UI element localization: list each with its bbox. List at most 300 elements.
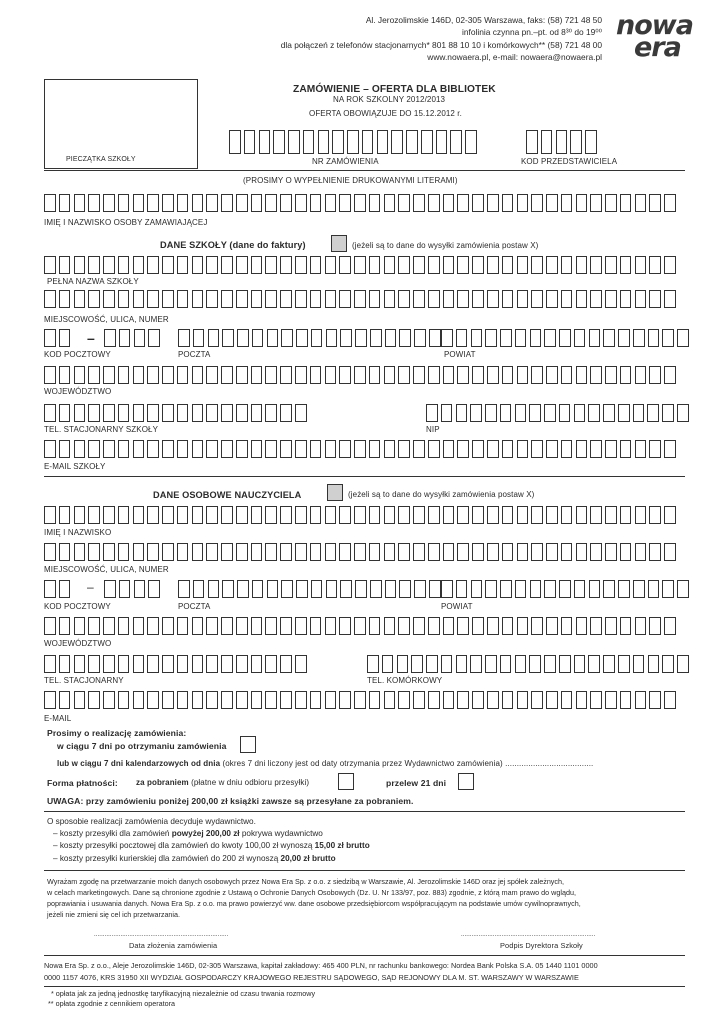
- letter-cell[interactable]: [370, 580, 382, 598]
- realization-date-rest[interactable]: (okres 7 dni liczony jest od daty otrzymania przez Wydawnictwo zamówienia) ......................................: [222, 759, 594, 768]
- letter-cell[interactable]: [310, 691, 322, 709]
- letter-cell[interactable]: [487, 440, 499, 458]
- letter-cell[interactable]: [44, 404, 56, 422]
- letter-cell[interactable]: [295, 194, 307, 212]
- letter-cell[interactable]: [457, 440, 469, 458]
- letter-cell[interactable]: [485, 580, 497, 598]
- letter-cell[interactable]: [325, 440, 337, 458]
- letter-cell[interactable]: [590, 617, 602, 635]
- letter-cell[interactable]: [443, 194, 455, 212]
- letter-cell[interactable]: [192, 440, 204, 458]
- letter-cell[interactable]: [88, 506, 100, 524]
- letter-cell[interactable]: [339, 194, 351, 212]
- letter-cell[interactable]: [487, 194, 499, 212]
- letter-cell[interactable]: [605, 256, 617, 274]
- letter-cell[interactable]: [88, 655, 100, 673]
- letter-cell[interactable]: [303, 130, 315, 154]
- letter-cell[interactable]: [662, 655, 674, 673]
- letter-cell[interactable]: [206, 506, 218, 524]
- letter-cell[interactable]: [664, 256, 676, 274]
- letter-cell[interactable]: [339, 366, 351, 384]
- letter-cell[interactable]: [326, 329, 338, 347]
- letter-cell[interactable]: [384, 617, 396, 635]
- letter-cell[interactable]: [133, 366, 145, 384]
- letter-cell[interactable]: [620, 440, 632, 458]
- letter-cell[interactable]: [649, 290, 661, 308]
- letter-cell[interactable]: [590, 543, 602, 561]
- letter-cell[interactable]: [605, 366, 617, 384]
- letter-cell[interactable]: [436, 130, 448, 154]
- letter-cell[interactable]: [295, 290, 307, 308]
- letter-cell[interactable]: [355, 580, 367, 598]
- letter-cell[interactable]: [59, 506, 71, 524]
- letter-cell[interactable]: [236, 543, 248, 561]
- letter-cell[interactable]: [647, 404, 659, 422]
- letter-cell[interactable]: [133, 691, 145, 709]
- letter-cell[interactable]: [441, 329, 453, 347]
- letter-cell[interactable]: [443, 366, 455, 384]
- letter-cell[interactable]: [147, 440, 159, 458]
- letter-cell[interactable]: [267, 580, 279, 598]
- letter-cell[interactable]: [147, 194, 159, 212]
- letter-cell[interactable]: [251, 366, 263, 384]
- letter-cell[interactable]: [280, 366, 292, 384]
- letter-cell[interactable]: [457, 691, 469, 709]
- letter-cell[interactable]: [398, 617, 410, 635]
- letter-cell[interactable]: [221, 194, 233, 212]
- letter-cell[interactable]: [310, 617, 322, 635]
- letter-cell[interactable]: [59, 440, 71, 458]
- letter-cell[interactable]: [413, 617, 425, 635]
- letter-cell[interactable]: [265, 617, 277, 635]
- letter-cell[interactable]: [310, 194, 322, 212]
- letter-cell[interactable]: [74, 506, 86, 524]
- letter-cell[interactable]: [664, 691, 676, 709]
- teacher-voivodeship-cells[interactable]: [44, 617, 679, 635]
- letter-cell[interactable]: [369, 691, 381, 709]
- teacher-shipping-checkbox[interactable]: [327, 484, 343, 501]
- school-name-cells-2[interactable]: [44, 290, 679, 308]
- letter-cell[interactable]: [280, 290, 292, 308]
- letter-cell[interactable]: [370, 329, 382, 347]
- letter-cell[interactable]: [618, 655, 630, 673]
- letter-cell[interactable]: [74, 290, 86, 308]
- letter-cell[interactable]: [104, 329, 116, 347]
- letter-cell[interactable]: [354, 543, 366, 561]
- letter-cell[interactable]: [59, 404, 71, 422]
- letter-cell[interactable]: [325, 194, 337, 212]
- letter-cell[interactable]: [280, 256, 292, 274]
- letter-cell[interactable]: [208, 329, 220, 347]
- letter-cell[interactable]: [561, 543, 573, 561]
- letter-cell[interactable]: [74, 655, 86, 673]
- letter-cell[interactable]: [413, 290, 425, 308]
- letter-cell[interactable]: [531, 366, 543, 384]
- school-full-name-cells[interactable]: [44, 256, 679, 274]
- letter-cell[interactable]: [677, 329, 689, 347]
- letter-cell[interactable]: [206, 655, 218, 673]
- letter-cell[interactable]: [633, 404, 645, 422]
- letter-cell[interactable]: [457, 366, 469, 384]
- letter-cell[interactable]: [222, 329, 234, 347]
- letter-cell[interactable]: [339, 256, 351, 274]
- letter-cell[interactable]: [487, 617, 499, 635]
- letter-cell[interactable]: [529, 655, 541, 673]
- letter-cell[interactable]: [118, 543, 130, 561]
- letter-cell[interactable]: [399, 329, 411, 347]
- letter-cell[interactable]: [325, 506, 337, 524]
- letter-cell[interactable]: [339, 506, 351, 524]
- letter-cell[interactable]: [265, 366, 277, 384]
- letter-cell[interactable]: [385, 580, 397, 598]
- letter-cell[interactable]: [281, 329, 293, 347]
- letter-cell[interactable]: [295, 655, 307, 673]
- letter-cell[interactable]: [88, 194, 100, 212]
- letter-cell[interactable]: [662, 329, 674, 347]
- letter-cell[interactable]: [398, 194, 410, 212]
- letter-cell[interactable]: [221, 617, 233, 635]
- letter-cell[interactable]: [605, 440, 617, 458]
- letter-cell[interactable]: [530, 580, 542, 598]
- letter-cell[interactable]: [88, 404, 100, 422]
- letter-cell[interactable]: [428, 290, 440, 308]
- letter-cell[interactable]: [134, 580, 146, 598]
- letter-cell[interactable]: [251, 404, 263, 422]
- letter-cell[interactable]: [603, 580, 615, 598]
- letter-cell[interactable]: [206, 194, 218, 212]
- letter-cell[interactable]: [471, 329, 483, 347]
- letter-cell[interactable]: [664, 617, 676, 635]
- letter-cell[interactable]: [74, 440, 86, 458]
- letter-cell[interactable]: [325, 691, 337, 709]
- school-shipping-checkbox[interactable]: [331, 235, 347, 252]
- letter-cell[interactable]: [162, 617, 174, 635]
- letter-cell[interactable]: [531, 543, 543, 561]
- letter-cell[interactable]: [133, 404, 145, 422]
- letter-cell[interactable]: [413, 691, 425, 709]
- letter-cell[interactable]: [605, 290, 617, 308]
- letter-cell[interactable]: [267, 329, 279, 347]
- letter-cell[interactable]: [411, 655, 423, 673]
- letter-cell[interactable]: [118, 404, 130, 422]
- letter-cell[interactable]: [662, 404, 674, 422]
- letter-cell[interactable]: [443, 440, 455, 458]
- letter-cell[interactable]: [74, 617, 86, 635]
- letter-cell[interactable]: [635, 440, 647, 458]
- letter-cell[interactable]: [177, 655, 189, 673]
- letter-cell[interactable]: [280, 543, 292, 561]
- teacher-email-cells[interactable]: [44, 691, 679, 709]
- letter-cell[interactable]: [649, 543, 661, 561]
- letter-cell[interactable]: [162, 440, 174, 458]
- letter-cell[interactable]: [177, 256, 189, 274]
- letter-cell[interactable]: [531, 691, 543, 709]
- letter-cell[interactable]: [531, 440, 543, 458]
- letter-cell[interactable]: [443, 543, 455, 561]
- letter-cell[interactable]: [517, 543, 529, 561]
- letter-cell[interactable]: [162, 366, 174, 384]
- letter-cell[interactable]: [546, 617, 558, 635]
- letter-cell[interactable]: [354, 290, 366, 308]
- letter-cell[interactable]: [280, 691, 292, 709]
- letter-cell[interactable]: [326, 580, 338, 598]
- letter-cell[interactable]: [546, 366, 558, 384]
- letter-cell[interactable]: [339, 691, 351, 709]
- letter-cell[interactable]: [119, 580, 131, 598]
- letter-cell[interactable]: [649, 256, 661, 274]
- letter-cell[interactable]: [406, 130, 418, 154]
- letter-cell[interactable]: [74, 366, 86, 384]
- letter-cell[interactable]: [339, 543, 351, 561]
- teacher-name-cells[interactable]: [44, 506, 679, 524]
- letter-cell[interactable]: [340, 580, 352, 598]
- letter-cell[interactable]: [648, 329, 660, 347]
- letter-cell[interactable]: [398, 366, 410, 384]
- letter-cell[interactable]: [546, 543, 558, 561]
- letter-cell[interactable]: [576, 194, 588, 212]
- letter-cell[interactable]: [103, 691, 115, 709]
- letter-cell[interactable]: [398, 290, 410, 308]
- letter-cell[interactable]: [251, 543, 263, 561]
- letter-cell[interactable]: [428, 440, 440, 458]
- letter-cell[interactable]: [428, 366, 440, 384]
- school-postcode-cells-b[interactable]: [104, 329, 163, 347]
- letter-cell[interactable]: [369, 256, 381, 274]
- letter-cell[interactable]: [206, 691, 218, 709]
- letter-cell[interactable]: [133, 440, 145, 458]
- letter-cell[interactable]: [88, 290, 100, 308]
- letter-cell[interactable]: [177, 194, 189, 212]
- letter-cell[interactable]: [441, 655, 453, 673]
- letter-cell[interactable]: [649, 691, 661, 709]
- letter-cell[interactable]: [103, 655, 115, 673]
- letter-cell[interactable]: [339, 440, 351, 458]
- letter-cell[interactable]: [426, 655, 438, 673]
- letter-cell[interactable]: [649, 617, 661, 635]
- letter-cell[interactable]: [265, 256, 277, 274]
- letter-cell[interactable]: [295, 506, 307, 524]
- letter-cell[interactable]: [546, 506, 558, 524]
- letter-cell[interactable]: [472, 366, 484, 384]
- letter-cell[interactable]: [428, 256, 440, 274]
- letter-cell[interactable]: [162, 290, 174, 308]
- letter-cell[interactable]: [118, 194, 130, 212]
- letter-cell[interactable]: [472, 617, 484, 635]
- letter-cell[interactable]: [162, 404, 174, 422]
- letter-cell[interactable]: [206, 543, 218, 561]
- letter-cell[interactable]: [369, 506, 381, 524]
- letter-cell[interactable]: [147, 404, 159, 422]
- letter-cell[interactable]: [559, 404, 571, 422]
- letter-cell[interactable]: [485, 404, 497, 422]
- letter-cell[interactable]: [221, 691, 233, 709]
- letter-cell[interactable]: [576, 617, 588, 635]
- letter-cell[interactable]: [118, 691, 130, 709]
- letter-cell[interactable]: [325, 617, 337, 635]
- letter-cell[interactable]: [222, 580, 234, 598]
- letter-cell[interactable]: [620, 366, 632, 384]
- letter-cell[interactable]: [633, 655, 645, 673]
- letter-cell[interactable]: [502, 691, 514, 709]
- letter-cell[interactable]: [296, 580, 308, 598]
- letter-cell[interactable]: [265, 194, 277, 212]
- letter-cell[interactable]: [588, 655, 600, 673]
- letter-cell[interactable]: [398, 506, 410, 524]
- letter-cell[interactable]: [620, 506, 632, 524]
- letter-cell[interactable]: [103, 366, 115, 384]
- teacher-post-cells[interactable]: [178, 580, 444, 598]
- letter-cell[interactable]: [426, 404, 438, 422]
- letter-cell[interactable]: [472, 194, 484, 212]
- letter-cell[interactable]: [649, 506, 661, 524]
- letter-cell[interactable]: [413, 543, 425, 561]
- letter-cell[interactable]: [559, 329, 571, 347]
- letter-cell[interactable]: [456, 580, 468, 598]
- letter-cell[interactable]: [44, 543, 56, 561]
- letter-cell[interactable]: [517, 290, 529, 308]
- letter-cell[interactable]: [311, 580, 323, 598]
- letter-cell[interactable]: [118, 617, 130, 635]
- letter-cell[interactable]: [88, 366, 100, 384]
- letter-cell[interactable]: [221, 366, 233, 384]
- letter-cell[interactable]: [544, 580, 556, 598]
- letter-cell[interactable]: [221, 543, 233, 561]
- letter-cell[interactable]: [443, 617, 455, 635]
- letter-cell[interactable]: [561, 691, 573, 709]
- letter-cell[interactable]: [147, 617, 159, 635]
- letter-cell[interactable]: [457, 543, 469, 561]
- letter-cell[interactable]: [517, 366, 529, 384]
- letter-cell[interactable]: [470, 404, 482, 422]
- letter-cell[interactable]: [118, 366, 130, 384]
- letter-cell[interactable]: [517, 506, 529, 524]
- letter-cell[interactable]: [605, 691, 617, 709]
- date-signature-line[interactable]: ............................................................................: [94, 932, 229, 938]
- teacher-postcode-cells-a[interactable]: [44, 580, 74, 598]
- letter-cell[interactable]: [576, 543, 588, 561]
- letter-cell[interactable]: [118, 506, 130, 524]
- letter-cell[interactable]: [59, 655, 71, 673]
- letter-cell[interactable]: [603, 655, 615, 673]
- school-district-cells[interactable]: [441, 329, 692, 347]
- letter-cell[interactable]: [103, 506, 115, 524]
- letter-cell[interactable]: [487, 506, 499, 524]
- letter-cell[interactable]: [236, 404, 248, 422]
- letter-cell[interactable]: [236, 691, 248, 709]
- letter-cell[interactable]: [472, 506, 484, 524]
- letter-cell[interactable]: [325, 366, 337, 384]
- letter-cell[interactable]: [280, 194, 292, 212]
- letter-cell[interactable]: [251, 256, 263, 274]
- letter-cell[interactable]: [74, 404, 86, 422]
- letter-cell[interactable]: [531, 194, 543, 212]
- letter-cell[interactable]: [162, 543, 174, 561]
- letter-cell[interactable]: [44, 256, 56, 274]
- letter-cell[interactable]: [280, 655, 292, 673]
- letter-cell[interactable]: [252, 329, 264, 347]
- letter-cell[interactable]: [561, 617, 573, 635]
- letter-cell[interactable]: [414, 580, 426, 598]
- letter-cell[interactable]: [244, 130, 256, 154]
- letter-cell[interactable]: [193, 329, 205, 347]
- letter-cell[interactable]: [354, 617, 366, 635]
- letter-cell[interactable]: [384, 543, 396, 561]
- letter-cell[interactable]: [192, 543, 204, 561]
- letter-cell[interactable]: [574, 580, 586, 598]
- letter-cell[interactable]: [133, 543, 145, 561]
- letter-cell[interactable]: [485, 655, 497, 673]
- letter-cell[interactable]: [443, 290, 455, 308]
- teacher-district-cells[interactable]: [441, 580, 692, 598]
- letter-cell[interactable]: [620, 256, 632, 274]
- letter-cell[interactable]: [354, 194, 366, 212]
- letter-cell[interactable]: [398, 440, 410, 458]
- letter-cell[interactable]: [251, 194, 263, 212]
- letter-cell[interactable]: [590, 256, 602, 274]
- letter-cell[interactable]: [104, 580, 116, 598]
- letter-cell[interactable]: [517, 194, 529, 212]
- letter-cell[interactable]: [618, 580, 630, 598]
- letter-cell[interactable]: [236, 617, 248, 635]
- letter-cell[interactable]: [339, 617, 351, 635]
- letter-cell[interactable]: [457, 194, 469, 212]
- letter-cell[interactable]: [295, 617, 307, 635]
- letter-cell[interactable]: [103, 617, 115, 635]
- letter-cell[interactable]: [620, 617, 632, 635]
- letter-cell[interactable]: [310, 366, 322, 384]
- letter-cell[interactable]: [74, 194, 86, 212]
- letter-cell[interactable]: [443, 506, 455, 524]
- letter-cell[interactable]: [133, 256, 145, 274]
- letter-cell[interactable]: [103, 440, 115, 458]
- letter-cell[interactable]: [618, 404, 630, 422]
- letter-cell[interactable]: [206, 366, 218, 384]
- letter-cell[interactable]: [574, 329, 586, 347]
- letter-cell[interactable]: [487, 290, 499, 308]
- letter-cell[interactable]: [236, 506, 248, 524]
- letter-cell[interactable]: [133, 617, 145, 635]
- teacher-mobile-cells[interactable]: [367, 655, 692, 673]
- letter-cell[interactable]: [354, 366, 366, 384]
- letter-cell[interactable]: [193, 580, 205, 598]
- letter-cell[interactable]: [441, 580, 453, 598]
- letter-cell[interactable]: [384, 506, 396, 524]
- letter-cell[interactable]: [354, 440, 366, 458]
- letter-cell[interactable]: [178, 329, 190, 347]
- letter-cell[interactable]: [339, 290, 351, 308]
- letter-cell[interactable]: [605, 194, 617, 212]
- letter-cell[interactable]: [369, 543, 381, 561]
- letter-cell[interactable]: [281, 580, 293, 598]
- letter-cell[interactable]: [44, 506, 56, 524]
- letter-cell[interactable]: [502, 506, 514, 524]
- school-voivodeship-cells[interactable]: [44, 366, 679, 384]
- letter-cell[interactable]: [354, 691, 366, 709]
- letter-cell[interactable]: [502, 366, 514, 384]
- letter-cell[interactable]: [221, 506, 233, 524]
- letter-cell[interactable]: [588, 404, 600, 422]
- letter-cell[interactable]: [325, 290, 337, 308]
- orderer-name-cells[interactable]: [44, 194, 679, 212]
- letter-cell[interactable]: [531, 506, 543, 524]
- letter-cell[interactable]: [398, 543, 410, 561]
- letter-cell[interactable]: [177, 404, 189, 422]
- letter-cell[interactable]: [574, 655, 586, 673]
- letter-cell[interactable]: [177, 366, 189, 384]
- director-signature-line[interactable]: ............................................................................: [461, 932, 596, 938]
- letter-cell[interactable]: [265, 290, 277, 308]
- letter-cell[interactable]: [133, 655, 145, 673]
